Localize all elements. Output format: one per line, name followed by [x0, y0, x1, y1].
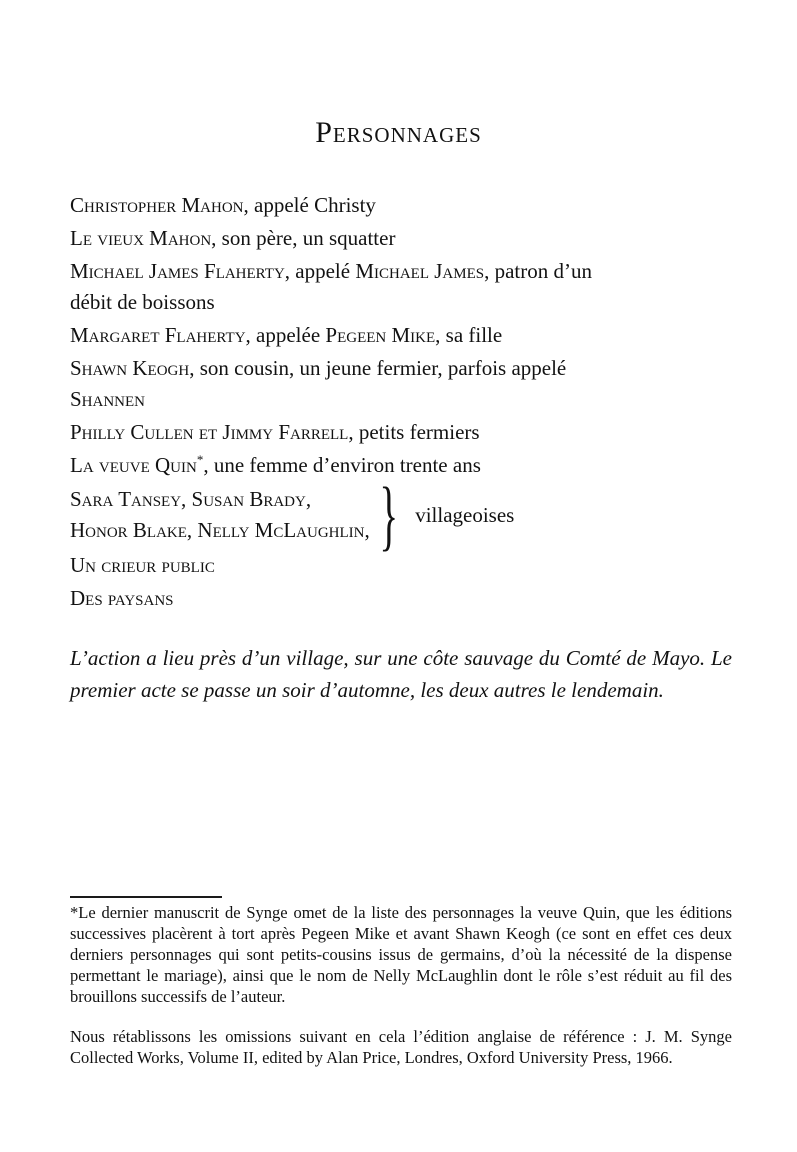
character-name: Michael James Flaherty — [70, 259, 285, 283]
character-description: , petits fermiers — [348, 420, 480, 444]
cast-entry-paysans — [70, 583, 732, 614]
villagers-group — [70, 471, 732, 558]
character-description: , appelé Christy — [243, 193, 376, 217]
reference-note: Nous rétablissons les omissions suivant en cela l’édition anglaise de référence : J. M. Synge Collected Works, Volume II, edited by Alan Price, Londres, Oxford University Press, 1966. — [70, 1027, 732, 1067]
character-name: Un crieur public — [70, 553, 215, 577]
footnote-separator-rule — [70, 896, 222, 898]
character-name: Des paysans — [70, 586, 174, 610]
character-alias: Pegeen Mike — [325, 323, 436, 347]
cast-entry-margaret-flaherty — [70, 320, 732, 351]
cast-entry-michael-james-flaherty — [70, 256, 732, 318]
footnote-body: Le dernier manuscrit de Synge omet de la liste des personnages la veuve Quin, que les éditions successives placèrent à tort après Pegeen Mike et avant Shawn Keogh (ce sont en effet ces deux derniers personnages qui sont petits-cousins issus de germains, d’où la nécessité de la dispense permettant le mariage), ainsi que le nom de Nelly McLaughlin dont le rôle s’est réduit au fil des brouillons successifs de l’auteur. — [70, 903, 732, 1006]
character-description: , son père, un squatter — [211, 226, 396, 250]
character-description-wrap: débit de boissons — [70, 290, 215, 314]
villager-names-line1: Sara Tansey, Susan Brady, — [70, 487, 312, 511]
character-name: Philly Cullen et Jimmy Farrell — [70, 420, 349, 444]
character-description: , une femme d’environ trente ans — [203, 453, 481, 477]
cast-entry-shawn-keogh — [70, 353, 732, 415]
character-alias: Michael James — [355, 259, 485, 283]
character-description: , appelée — [245, 323, 326, 347]
character-description: , patron d’un — [484, 259, 592, 283]
grouping-brace: } — [379, 471, 398, 558]
character-name: Margaret Flaherty — [70, 323, 246, 347]
cast-list — [70, 190, 732, 616]
character-name: La veuve Quin — [70, 453, 197, 477]
page-title: Personnages — [315, 116, 482, 149]
villagers-group-label: villageoises — [415, 502, 515, 527]
footnote-marker: * — [70, 903, 79, 922]
character-alias: Shannen — [70, 387, 146, 411]
cast-entry-philly-jimmy — [70, 417, 732, 448]
character-name: Le vieux Mahon — [70, 226, 212, 250]
cast-entry-christopher-mahon — [70, 190, 732, 221]
cast-entry-crieur-public — [70, 550, 732, 581]
character-description: , appelé — [284, 259, 356, 283]
villager-names — [70, 484, 370, 546]
character-description: , son cousin, un jeune fermier, parfois appelé — [189, 356, 567, 380]
stage-setting-note: L’action a lieu près d’un village, sur une côte sauvage du Comté de Mayo. Le premier acte se passe un soir d’automne, les deux autres le lendemain. — [70, 646, 732, 702]
character-name: Shawn Keogh — [70, 356, 190, 380]
villager-names-line2: Honor Blake, Nelly McLaughlin, — [70, 518, 370, 542]
character-name: Christopher Mahon — [70, 193, 244, 217]
cast-entry-vieux-mahon — [70, 223, 732, 254]
footnote-reference-asterisk: * — [196, 452, 204, 467]
character-description: , sa fille — [435, 323, 503, 347]
cast-entry-veuve-quin — [70, 450, 732, 481]
footnote-text — [70, 902, 732, 1007]
